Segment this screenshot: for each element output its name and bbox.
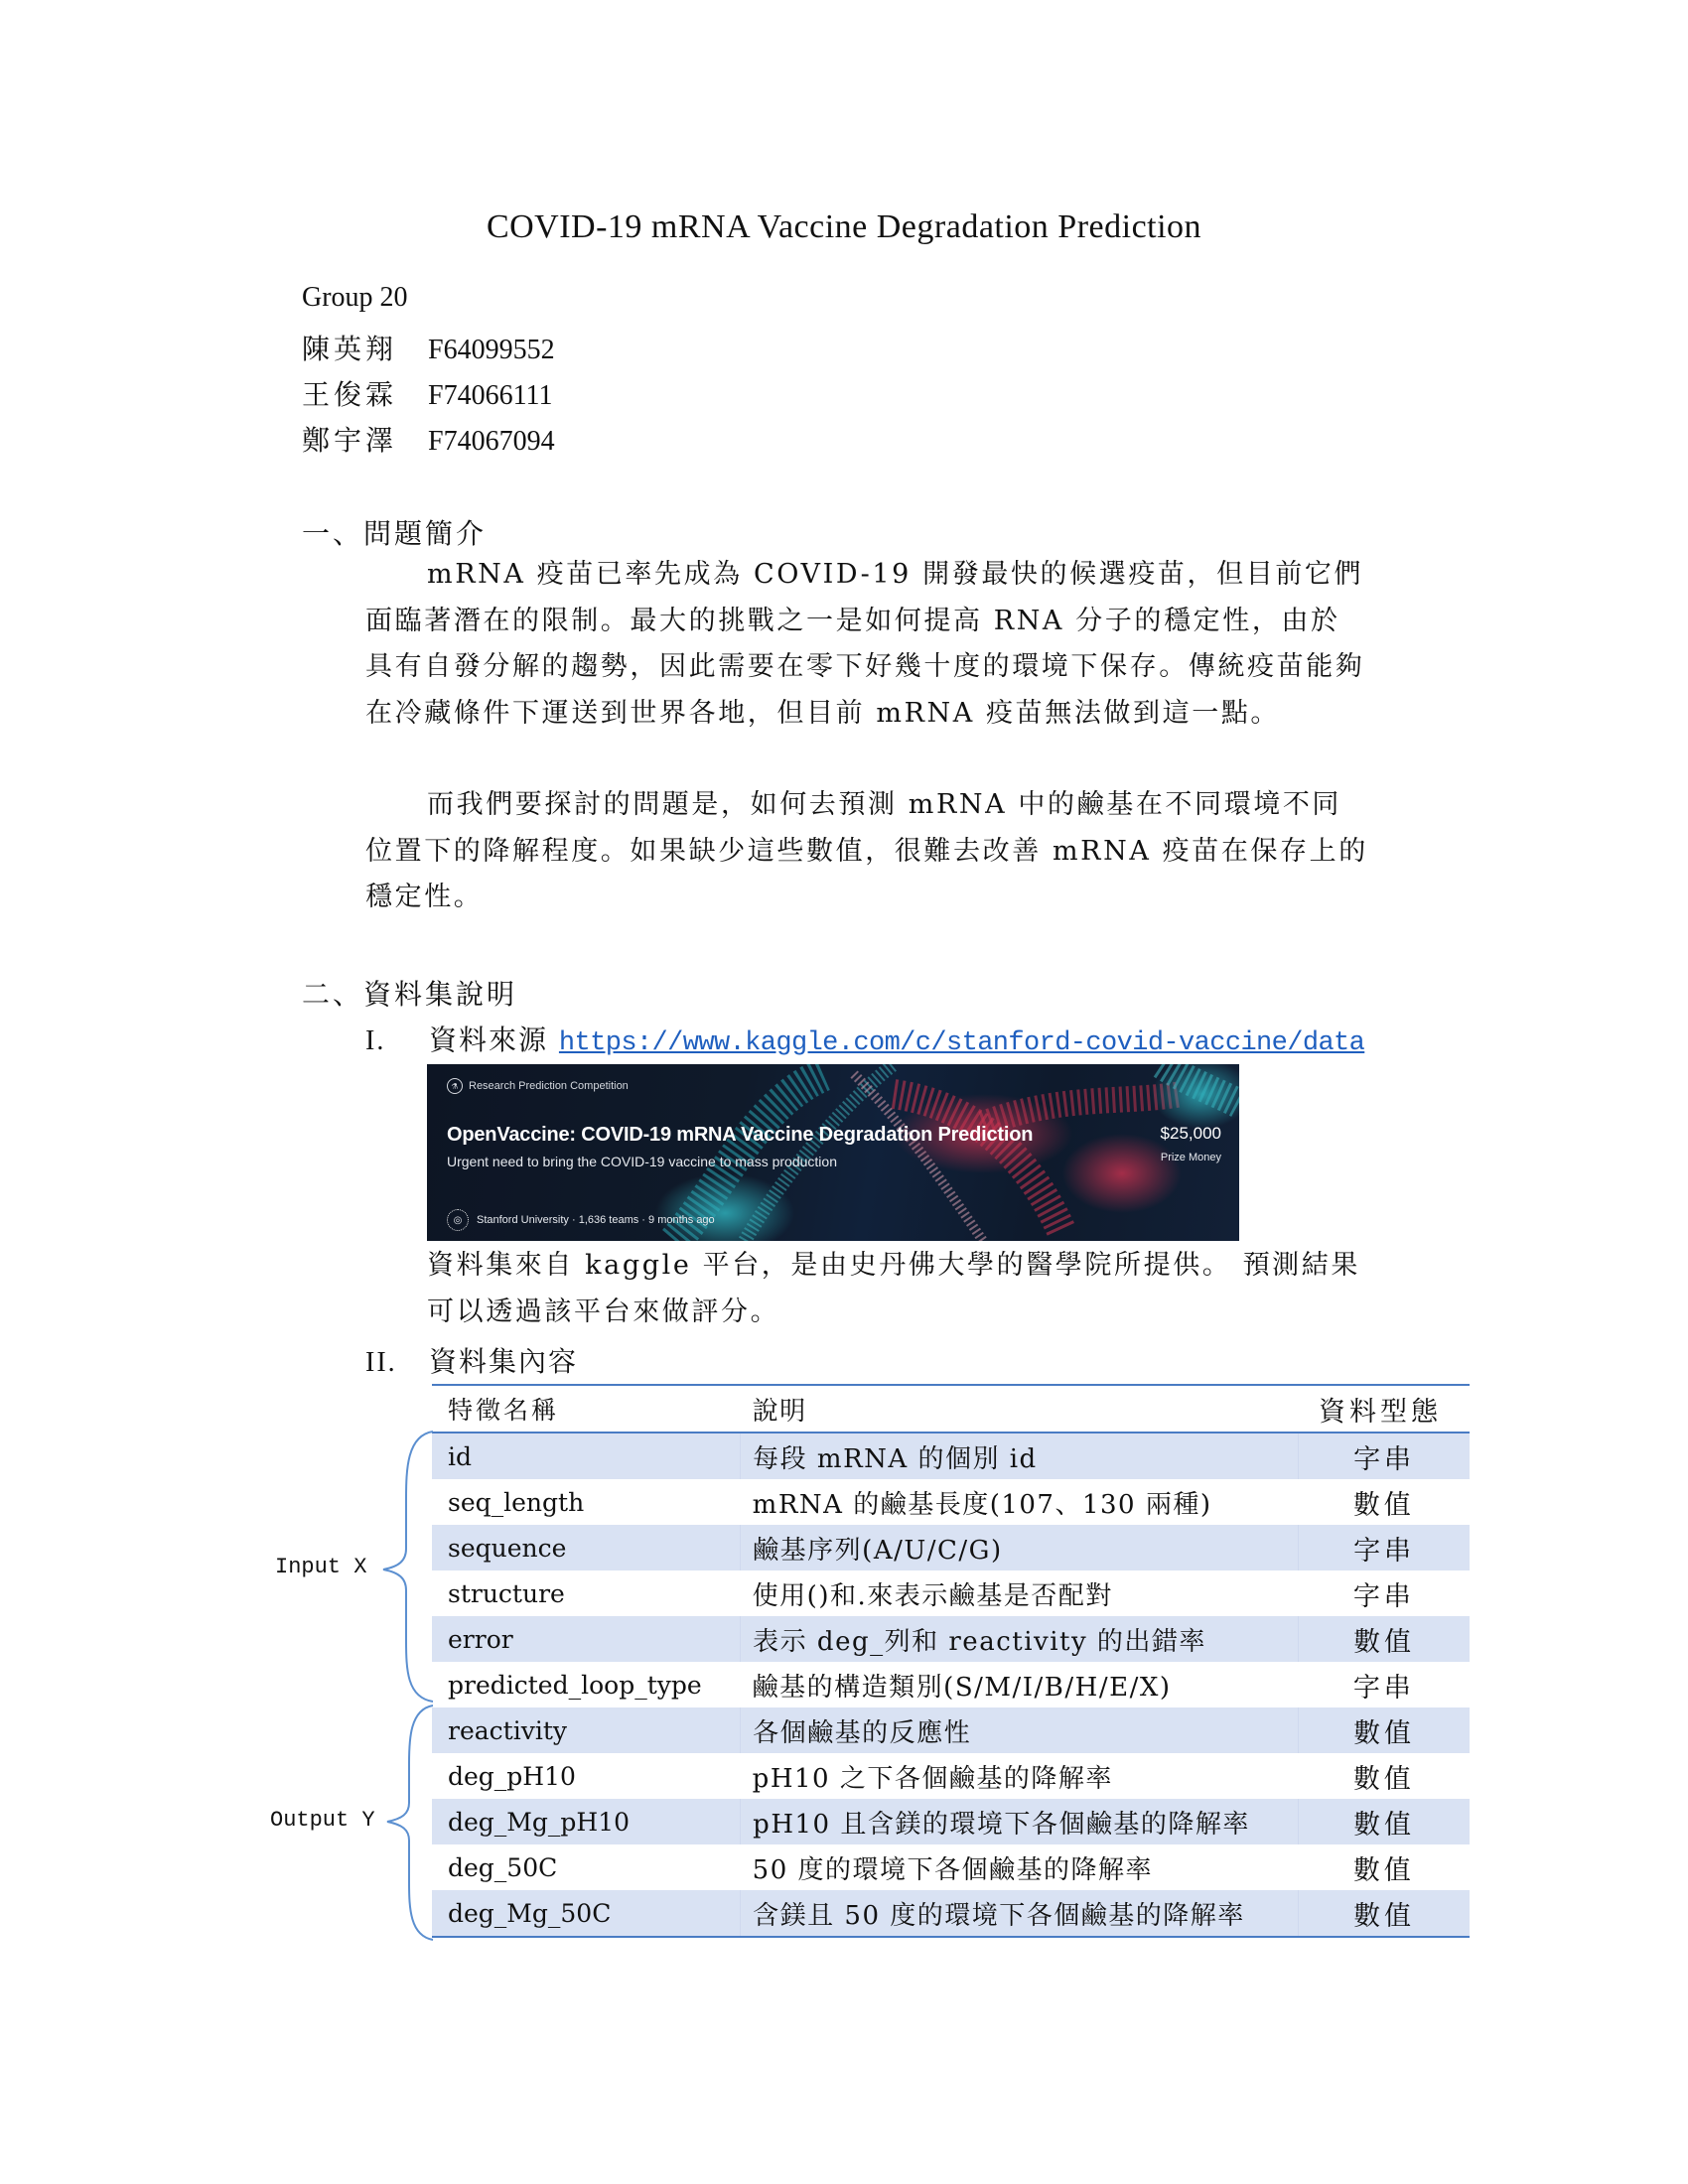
section-heading-intro: 一、問題簡介 — [302, 517, 488, 550]
feature-name: id — [432, 1433, 741, 1479]
feature-description: 含鎂且 50 度的環境下各個鹼基的降解率 — [741, 1890, 1299, 1937]
feature-description: 表示 deg_列和 reactivity 的出錯率 — [741, 1616, 1299, 1662]
feature-type: 數值 — [1352, 1854, 1415, 1886]
member-id: F64099552 — [428, 335, 555, 365]
feature-name: structure — [448, 1578, 565, 1608]
input-group-label: Input X — [275, 1555, 367, 1579]
output-brace-icon — [382, 1704, 437, 1942]
feature-description: mRNA 的鹼基長度(107、130 兩種) — [752, 1489, 1212, 1520]
feature-type: 數值 — [1299, 1616, 1470, 1662]
table-row — [432, 1753, 1470, 1799]
member-id: F74066111 — [428, 380, 553, 411]
member-row — [302, 328, 555, 367]
feature-description: 每段 mRNA 的個別 id — [741, 1433, 1299, 1479]
table-row — [432, 1433, 1470, 1479]
feature-type: 數值 — [1352, 1489, 1415, 1521]
member-name: 鄭宇澤 — [302, 426, 398, 457]
member-id: F74067094 — [428, 426, 555, 457]
column-header-type: 資料型態 — [1299, 1385, 1470, 1433]
feature-type: 字串 — [1299, 1433, 1470, 1479]
feature-type: 字串 — [1352, 1672, 1415, 1704]
prize-amount: $25,000 — [1160, 1124, 1221, 1143]
prize-label: Prize Money — [1160, 1152, 1221, 1163]
competition-type-label: Research Prediction Competition — [469, 1080, 629, 1092]
table-row — [432, 1525, 1470, 1570]
feature-type: 數值 — [1299, 1799, 1470, 1844]
group-label: Group 20 — [302, 282, 408, 313]
member-name: 陳英翔 — [302, 335, 398, 365]
table-row — [432, 1479, 1470, 1525]
table-row — [432, 1662, 1470, 1707]
table-row — [432, 1707, 1470, 1753]
feature-type: 字串 — [1352, 1580, 1415, 1612]
table-row — [432, 1844, 1470, 1890]
source-label: 資料來源 — [429, 1024, 549, 1056]
document-title: COVID-19 mRNA Vaccine Degradation Prediction — [486, 208, 1202, 245]
feature-name: predicted_loop_type — [448, 1670, 702, 1700]
table-row — [432, 1570, 1470, 1616]
intro-paragraph-1 — [365, 552, 1368, 737]
source-description — [427, 1243, 1380, 1335]
banner-subtitle: Urgent need to bring the COVID-19 vaccine to mass production — [447, 1154, 837, 1169]
banner-org-info — [447, 1209, 715, 1231]
kaggle-link[interactable]: https://www.kaggle.com/c/stanford-covid-vaccine/data — [558, 1028, 1365, 1058]
feature-name: seq_length — [448, 1487, 585, 1517]
feature-name: error — [432, 1616, 741, 1662]
feature-type: 數值 — [1299, 1707, 1470, 1753]
feature-name: sequence — [432, 1525, 741, 1570]
feature-name: deg_Mg_pH10 — [432, 1799, 741, 1844]
kaggle-competition-banner — [427, 1064, 1239, 1241]
list-number: II. — [365, 1347, 397, 1378]
member-row — [302, 419, 555, 459]
flask-icon: ⚗ — [447, 1078, 463, 1094]
section-heading-dataset: 二、資料集說明 — [302, 978, 518, 1011]
content-label: 資料集內容 — [429, 1345, 579, 1378]
banner-title: OpenVaccine: COVID-19 mRNA Vaccine Degradation Prediction — [447, 1124, 1034, 1146]
feature-type: 數值 — [1299, 1890, 1470, 1937]
dataset-features-table — [432, 1384, 1470, 1938]
output-group-label: Output Y — [270, 1808, 375, 1833]
feature-description: 鹼基的構造類別(S/M/I/B/H/E/X) — [752, 1672, 1172, 1703]
org-text: Stanford University · 1,636 teams · 9 months ago — [477, 1214, 715, 1226]
subsection-content — [365, 1340, 578, 1380]
input-brace-icon — [377, 1430, 437, 1704]
feature-name: deg_Mg_50C — [432, 1890, 741, 1937]
feature-description: 鹼基序列(A/U/C/G) — [741, 1525, 1299, 1570]
feature-type: 字串 — [1299, 1525, 1470, 1570]
intro-paragraph-2 — [365, 782, 1368, 921]
feature-description: 50 度的環境下各個鹼基的降解率 — [752, 1854, 1154, 1885]
competition-type-tag — [447, 1078, 629, 1094]
column-header-feature: 特徵名稱 — [432, 1385, 741, 1433]
feature-name: deg_pH10 — [448, 1761, 576, 1791]
list-number: I. — [365, 1025, 386, 1056]
feature-description: pH10 且含鎂的環境下各個鹼基的降解率 — [741, 1799, 1299, 1844]
column-header-description: 說明 — [741, 1385, 1299, 1433]
openvaccine-logo-icon: ◎ — [447, 1209, 469, 1231]
feature-type: 數值 — [1352, 1763, 1415, 1795]
feature-name: reactivity — [432, 1707, 741, 1753]
member-name: 王俊霖 — [302, 380, 398, 411]
feature-description: 使用()和.來表示鹼基是否配對 — [752, 1580, 1113, 1611]
subsection-source — [365, 1019, 1364, 1058]
table-row — [432, 1890, 1470, 1937]
paragraph-text: 而我們要探討的問題是，如何去預測 mRNA 中的鹼基在不同環境不同位置下的降解程度。如果缺少這些數值，很難去改善 mRNA 疫苗在保存上的穩定性。 — [365, 789, 1368, 912]
member-row — [302, 373, 553, 413]
table-row — [432, 1799, 1470, 1844]
feature-description: pH10 之下各個鹼基的降解率 — [752, 1763, 1113, 1794]
table-header-row — [432, 1385, 1470, 1433]
paragraph-text: mRNA 疫苗已率先成為 COVID-19 開發最快的候選疫苗，但目前它們面臨著潛在的限制。最大的挑戰之一是如何提高 RNA 分子的穩定性，由於具有自發分解的趨勢，因此需要在零下好幾十度的環境下保存。傳統疫苗能夠在冷藏條件下運送到世界各地，但目前 mRNA 疫苗無法做到這一點。 — [365, 559, 1365, 729]
table-row — [432, 1616, 1470, 1662]
feature-description: 各個鹼基的反應性 — [741, 1707, 1299, 1753]
paragraph-text: 資料集來自 kaggle 平台，是由史丹佛大學的醫學院所提供。 預測結果可以透過該平台來做評分。 — [427, 1250, 1360, 1327]
feature-name: deg_50C — [448, 1852, 558, 1882]
